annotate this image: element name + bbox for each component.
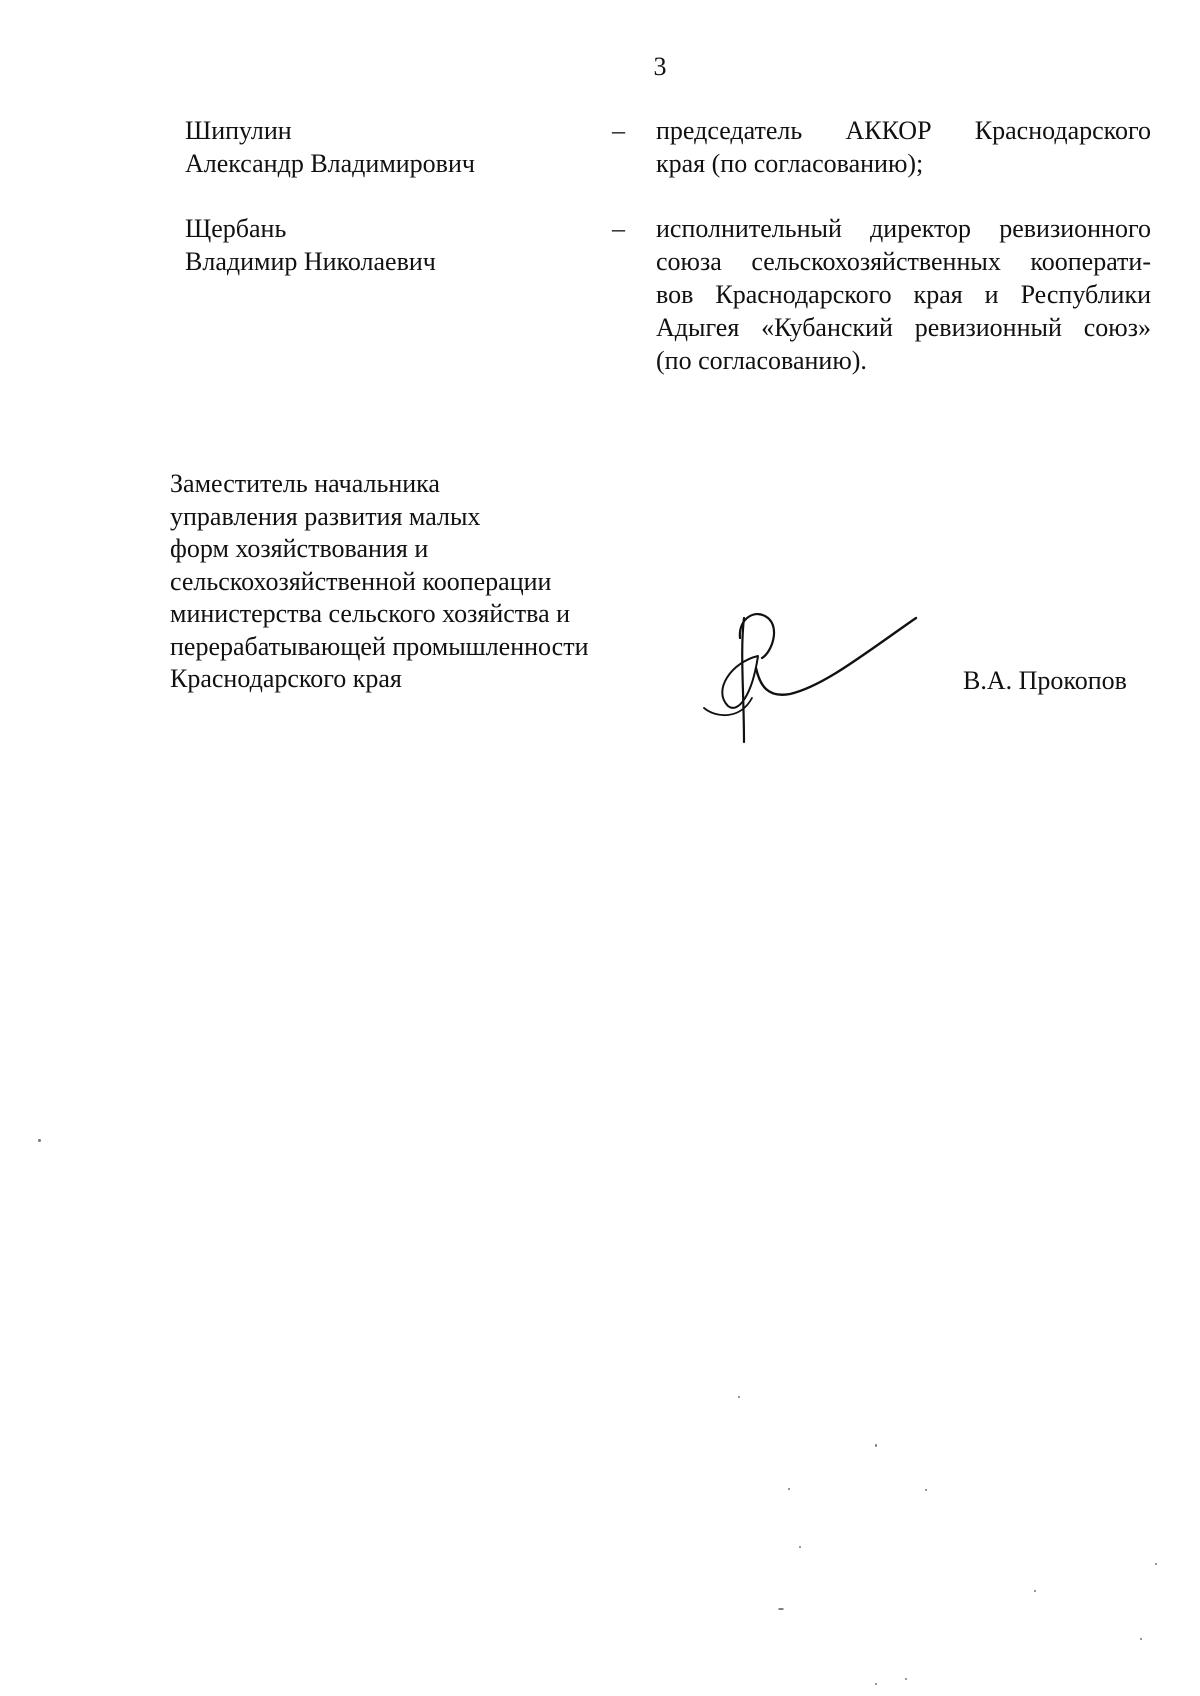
member-surname: Щербань <box>185 214 287 243</box>
scan-speck <box>778 1608 784 1610</box>
scan-speck <box>799 1546 801 1548</box>
scan-speck <box>1140 1638 1142 1640</box>
scan-speck <box>925 1489 927 1491</box>
member-dash: – <box>612 116 625 145</box>
member-role <box>656 212 1151 377</box>
member-role-line: вов Краснодарского края и Республики <box>656 280 1151 309</box>
scan-speck <box>1155 1563 1157 1565</box>
member-given-names: Александр Владимирович <box>185 149 475 178</box>
signatory-title-line: перерабатывающей промышленности <box>170 631 589 661</box>
scan-speck <box>38 1139 41 1142</box>
member-role <box>656 114 1151 180</box>
signatory-title-line: управления развития малых <box>170 501 481 531</box>
member-name <box>185 114 565 180</box>
member-dash: – <box>612 214 625 243</box>
member-role-line: (по согласованию). <box>656 346 867 375</box>
page-number: 3 <box>653 52 667 81</box>
signatory-title <box>170 468 670 696</box>
scan-speck <box>788 1488 790 1490</box>
signatory-title-line: Краснодарского края <box>170 664 402 693</box>
member-name <box>185 212 565 278</box>
member-role-line: Адыгея «Кубанский ревизионный союз» <box>656 313 1151 342</box>
member-role-line: исполнительный директор ревизионного <box>656 214 1151 243</box>
signatory-title-line: министерства сельского хозяйства и <box>170 599 571 628</box>
member-role-line: края (по согласованию); <box>656 149 924 178</box>
member-role-line: союза сельскохозяйственных кооперати- <box>656 247 1151 276</box>
scan-speck <box>905 1678 907 1680</box>
signatory-name: В.А. Прокопов <box>963 666 1127 695</box>
signatory-title-line: Заместитель начальника <box>170 469 440 498</box>
scan-speck <box>1034 1590 1036 1592</box>
scan-speck <box>875 1683 877 1685</box>
handwritten-signature <box>700 602 930 752</box>
member-surname: Шипулин <box>185 116 292 145</box>
member-given-names: Владимир Николаевич <box>185 247 436 276</box>
signatory-title-line: сельскохозяйственной кооперации <box>170 566 552 596</box>
scan-speck <box>738 1396 740 1398</box>
member-role-line: председатель АККОР Краснодарского <box>656 116 1151 145</box>
scan-speck <box>875 1444 877 1447</box>
signatory-title-line: форм хозяйствования и <box>170 534 429 563</box>
